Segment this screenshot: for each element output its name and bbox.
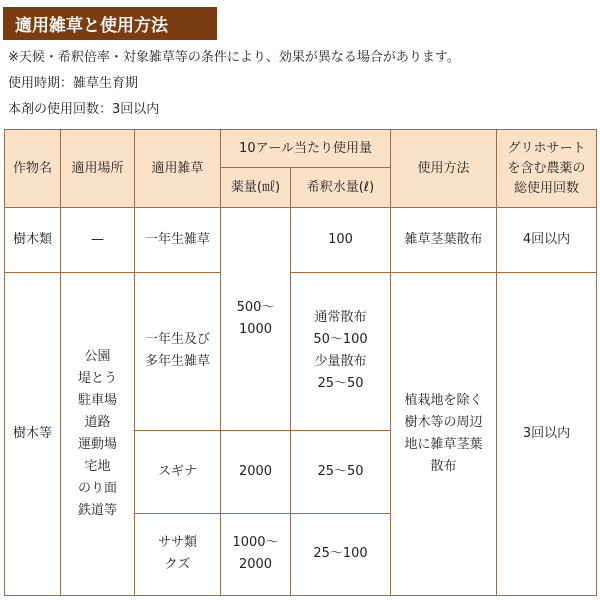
place-item: 公園 bbox=[84, 348, 111, 364]
place-item: 駐車場 bbox=[77, 392, 117, 408]
method-cell bbox=[391, 272, 497, 595]
crop-trees-etc: 樹木等 bbox=[5, 272, 61, 595]
place-list bbox=[61, 272, 135, 595]
drug-amount-line: 1000 bbox=[238, 322, 273, 338]
water-amount-cell: 25～100 bbox=[291, 513, 391, 595]
header-total-line: を含む農薬の bbox=[507, 160, 586, 176]
place-item: 堤とう bbox=[77, 370, 117, 386]
drug-amount-cell: 2000 bbox=[221, 431, 291, 513]
place-item: 鉄道等 bbox=[77, 502, 117, 518]
total-uses-cell: 3回以内 bbox=[497, 272, 597, 595]
usage-count: 本剤の使用回数：3回以内 bbox=[8, 102, 160, 117]
drug-amount-cell bbox=[221, 208, 291, 431]
weed-annual-perennial bbox=[135, 272, 221, 431]
crop-trees: 樹木類 bbox=[5, 208, 61, 272]
header-drug-amount: 薬量(㎖) bbox=[221, 168, 291, 208]
water-amount-cell bbox=[291, 272, 391, 431]
weed-sugina: スギナ bbox=[135, 431, 221, 513]
header-crop: 作物名 bbox=[5, 130, 61, 208]
method-line: 散布 bbox=[430, 458, 457, 474]
place-item: のり面 bbox=[77, 480, 117, 496]
water-amount-cell: 100 bbox=[291, 208, 391, 272]
drug-amount-line: 2000 bbox=[238, 557, 273, 573]
method-line: 地に雑草茎葉 bbox=[404, 436, 483, 452]
water-line: 通常散布 bbox=[314, 310, 367, 326]
weed-line: 一年生及び bbox=[144, 332, 210, 348]
header-place: 適用場所 bbox=[61, 130, 135, 208]
header-total-line: 総使用回数 bbox=[513, 180, 579, 196]
header-total-line: グリホサート bbox=[507, 140, 586, 156]
drug-amount-cell bbox=[221, 513, 291, 595]
total-uses-cell: 4回以内 bbox=[497, 208, 597, 272]
usage-table bbox=[4, 129, 597, 596]
water-amount-cell: 25～50 bbox=[291, 431, 391, 513]
place-item: 運動場 bbox=[77, 436, 117, 452]
place-item: 道路 bbox=[84, 414, 111, 430]
drug-amount-line: 1000～ bbox=[232, 535, 279, 551]
place-item: 宅地 bbox=[84, 458, 111, 474]
weed-annual: 一年生雑草 bbox=[135, 208, 221, 272]
drug-amount-line: 500～ bbox=[236, 300, 275, 316]
header-method: 使用方法 bbox=[391, 130, 497, 208]
water-line: 少量散布 bbox=[314, 354, 367, 370]
weed-line: ササ類 bbox=[157, 535, 197, 551]
header-per10a: 10アール当たり使用量 bbox=[221, 130, 391, 168]
method-line: 植栽地を除く bbox=[404, 392, 483, 408]
water-line: 25～50 bbox=[317, 376, 364, 392]
weed-sasa-kuzu bbox=[135, 513, 221, 595]
method-line: 樹木等の周辺 bbox=[404, 414, 483, 430]
header-weed: 適用雑草 bbox=[135, 130, 221, 208]
section-title: 適用雑草と使用方法 bbox=[3, 7, 217, 40]
weed-line: クズ bbox=[164, 557, 191, 573]
method-cell: 雑草茎葉散布 bbox=[391, 208, 497, 272]
header-total-uses bbox=[497, 130, 597, 208]
place-none: — bbox=[61, 208, 135, 272]
water-line: 50～100 bbox=[313, 332, 368, 348]
weed-line: 多年生雑草 bbox=[144, 354, 210, 370]
conditions-note: ※天候・希釈倍率・対象雑草等の条件により、効果が異なる場合があります。 bbox=[8, 50, 460, 65]
usage-period: 使用時期：雑草生育期 bbox=[8, 76, 139, 91]
header-water-amount: 希釈水量(ℓ) bbox=[291, 168, 391, 208]
